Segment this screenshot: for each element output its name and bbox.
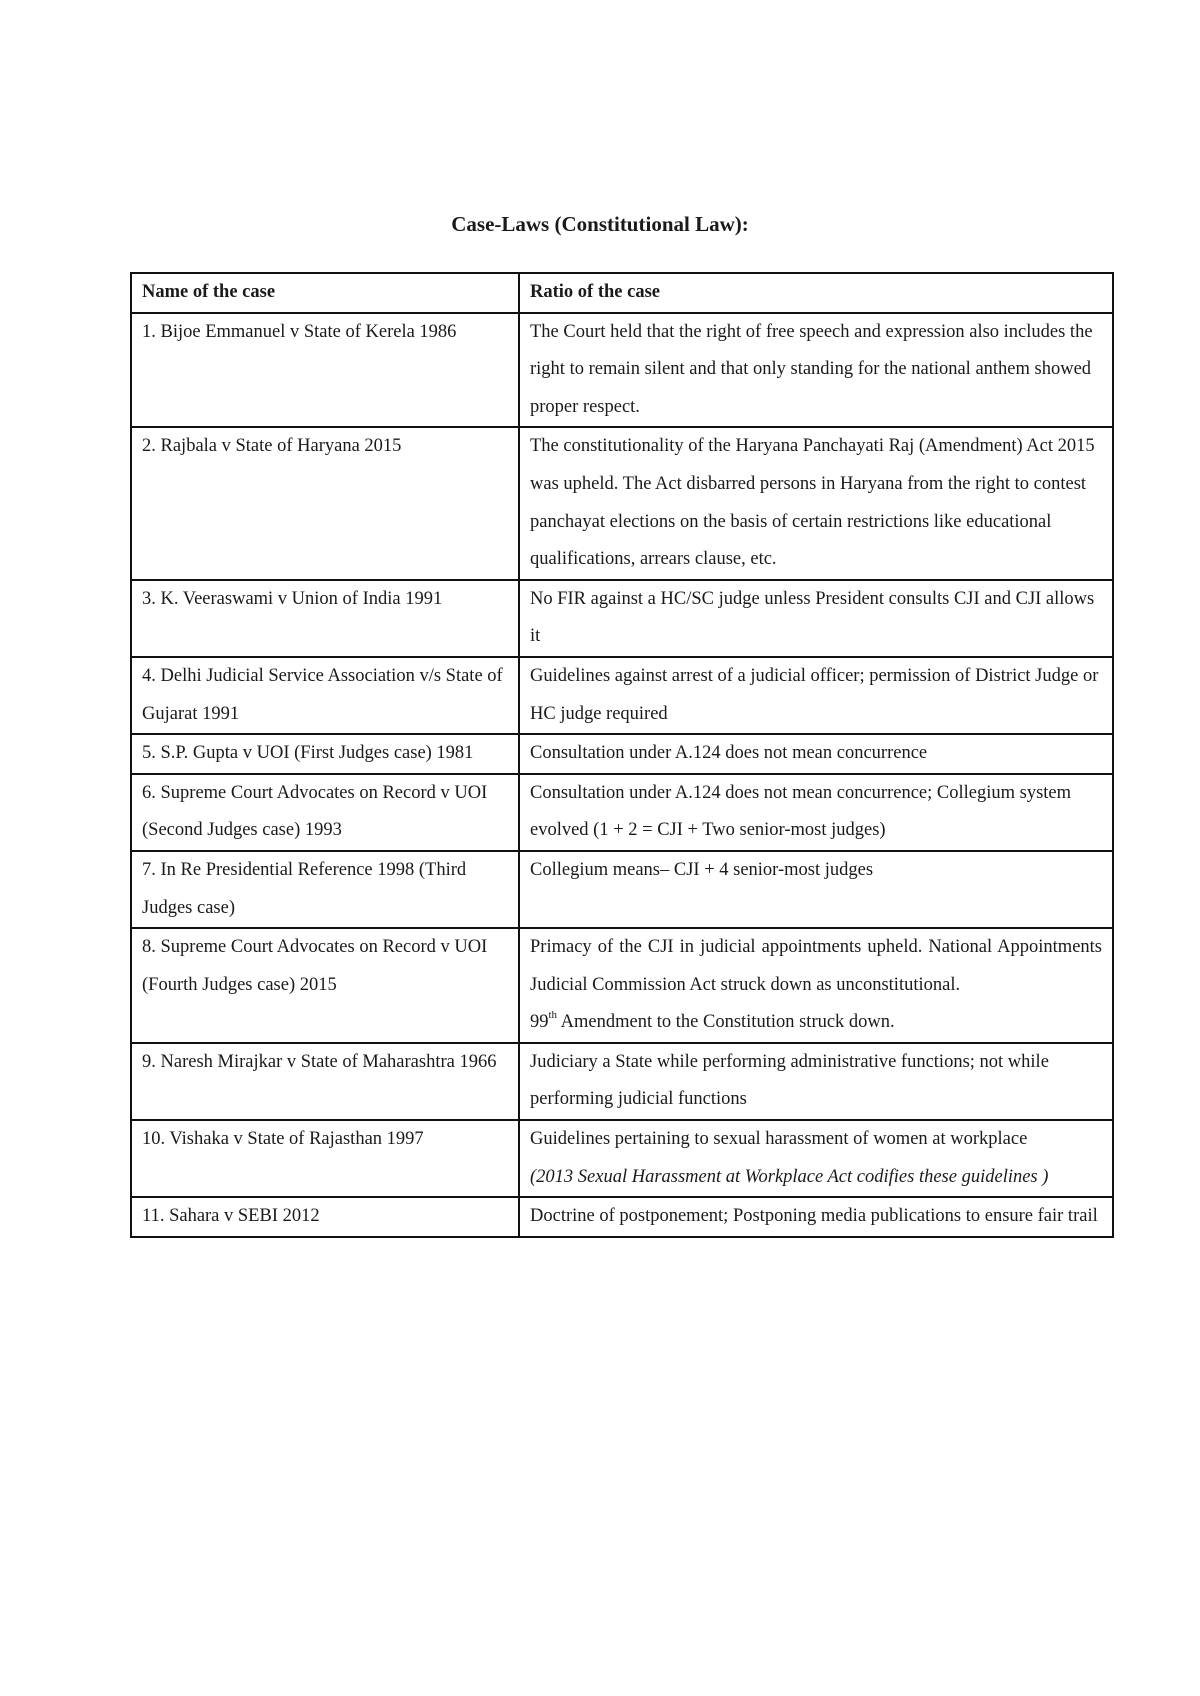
ratio-paragraph: Guidelines pertaining to sexual harassment of women at workplace [530, 1129, 1028, 1150]
case-name-cell: 4. Delhi Judicial Service Association v/s State of Gujarat 1991 [131, 657, 519, 734]
table-row [131, 580, 1113, 657]
case-ratio-cell: Consultation under A.124 does not mean concurrence; Collegium system evolved (1 + 2 = CJI + Two senior-most judges) [519, 774, 1113, 851]
case-ratio-cell: The Court held that the right of free speech and expression also includes the right to remain silent and that only standing for the national anthem showed proper respect. [519, 313, 1113, 428]
case-ratio-cell: The constitutionality of the Haryana Panchayati Raj (Amendment) Act 2015 was upheld. The Act disbarred persons in Haryana from the right to contest panchayat elections on the basis of certain restrictions like educational qualifications, arrears clause, etc. [519, 427, 1113, 579]
case-ratio-cell: Consultation under A.124 does not mean concurrence [519, 734, 1113, 774]
case-name-cell: 5. S.P. Gupta v UOI (First Judges case) 1981 [131, 734, 519, 774]
ordinal-suffix: th [548, 1009, 558, 1022]
case-ratio-cell: No FIR against a HC/SC judge unless President consults CJI and CJI allows it [519, 580, 1113, 657]
case-name-cell: 3. K. Veeraswami v Union of India 1991 [131, 580, 519, 657]
ratio-paragraph: Primacy of the CJI in judicial appointments upheld. National Appointments Judicial Commission Act struck down as unconstitutional. [530, 937, 1102, 995]
case-name-cell: 6. Supreme Court Advocates on Record v UOI (Second Judges case) 1993 [131, 774, 519, 851]
table-row [131, 1043, 1113, 1120]
case-laws-table [130, 272, 1114, 1238]
table-row [131, 427, 1113, 579]
case-ratio-cell [519, 928, 1113, 1043]
table-row [131, 1120, 1113, 1197]
case-name-cell: 8. Supreme Court Advocates on Record v UOI (Fourth Judges case) 2015 [131, 928, 519, 1043]
column-header-name: Name of the case [131, 273, 519, 313]
page-title: Case-Laws (Constitutional Law): [451, 212, 749, 236]
table-row [131, 928, 1113, 1043]
table-row [131, 313, 1113, 428]
table-row [131, 657, 1113, 734]
case-ratio-cell: Collegium means– CJI + 4 senior-most judges [519, 851, 1113, 928]
case-ratio-cell: Guidelines against arrest of a judicial officer; permission of District Judge or HC judge required [519, 657, 1113, 734]
amendment-text: Amendment to the Constitution struck down. [557, 1012, 895, 1033]
ratio-note: (2013 Sexual Harassment at Workplace Act codifies these guidelines ) [530, 1166, 1049, 1187]
case-name-cell: 10. Vishaka v State of Rajasthan 1997 [131, 1120, 519, 1197]
table-row [131, 734, 1113, 774]
case-name-cell: 9. Naresh Mirajkar v State of Maharashtra 1966 [131, 1043, 519, 1120]
table-row [131, 774, 1113, 851]
table-row [131, 851, 1113, 928]
case-ratio-cell: Judiciary a State while performing administrative functions; not while performing judicial functions [519, 1043, 1113, 1120]
ratio-paragraph-amendment [530, 1004, 1102, 1042]
table-row [131, 1197, 1113, 1237]
case-name-cell: 2. Rajbala v State of Haryana 2015 [131, 427, 519, 579]
column-header-ratio: Ratio of the case [519, 273, 1113, 313]
case-ratio-cell [519, 1120, 1113, 1197]
case-name-cell: 11. Sahara v SEBI 2012 [131, 1197, 519, 1237]
table-header-row [131, 273, 1113, 313]
case-name-cell: 7. In Re Presidential Reference 1998 (Third Judges case) [131, 851, 519, 928]
case-name-cell: 1. Bijoe Emmanuel v State of Kerela 1986 [131, 313, 519, 428]
case-ratio-cell: Doctrine of postponement; Postponing media publications to ensure fair trail [519, 1197, 1113, 1237]
amendment-number: 99 [530, 1012, 549, 1033]
